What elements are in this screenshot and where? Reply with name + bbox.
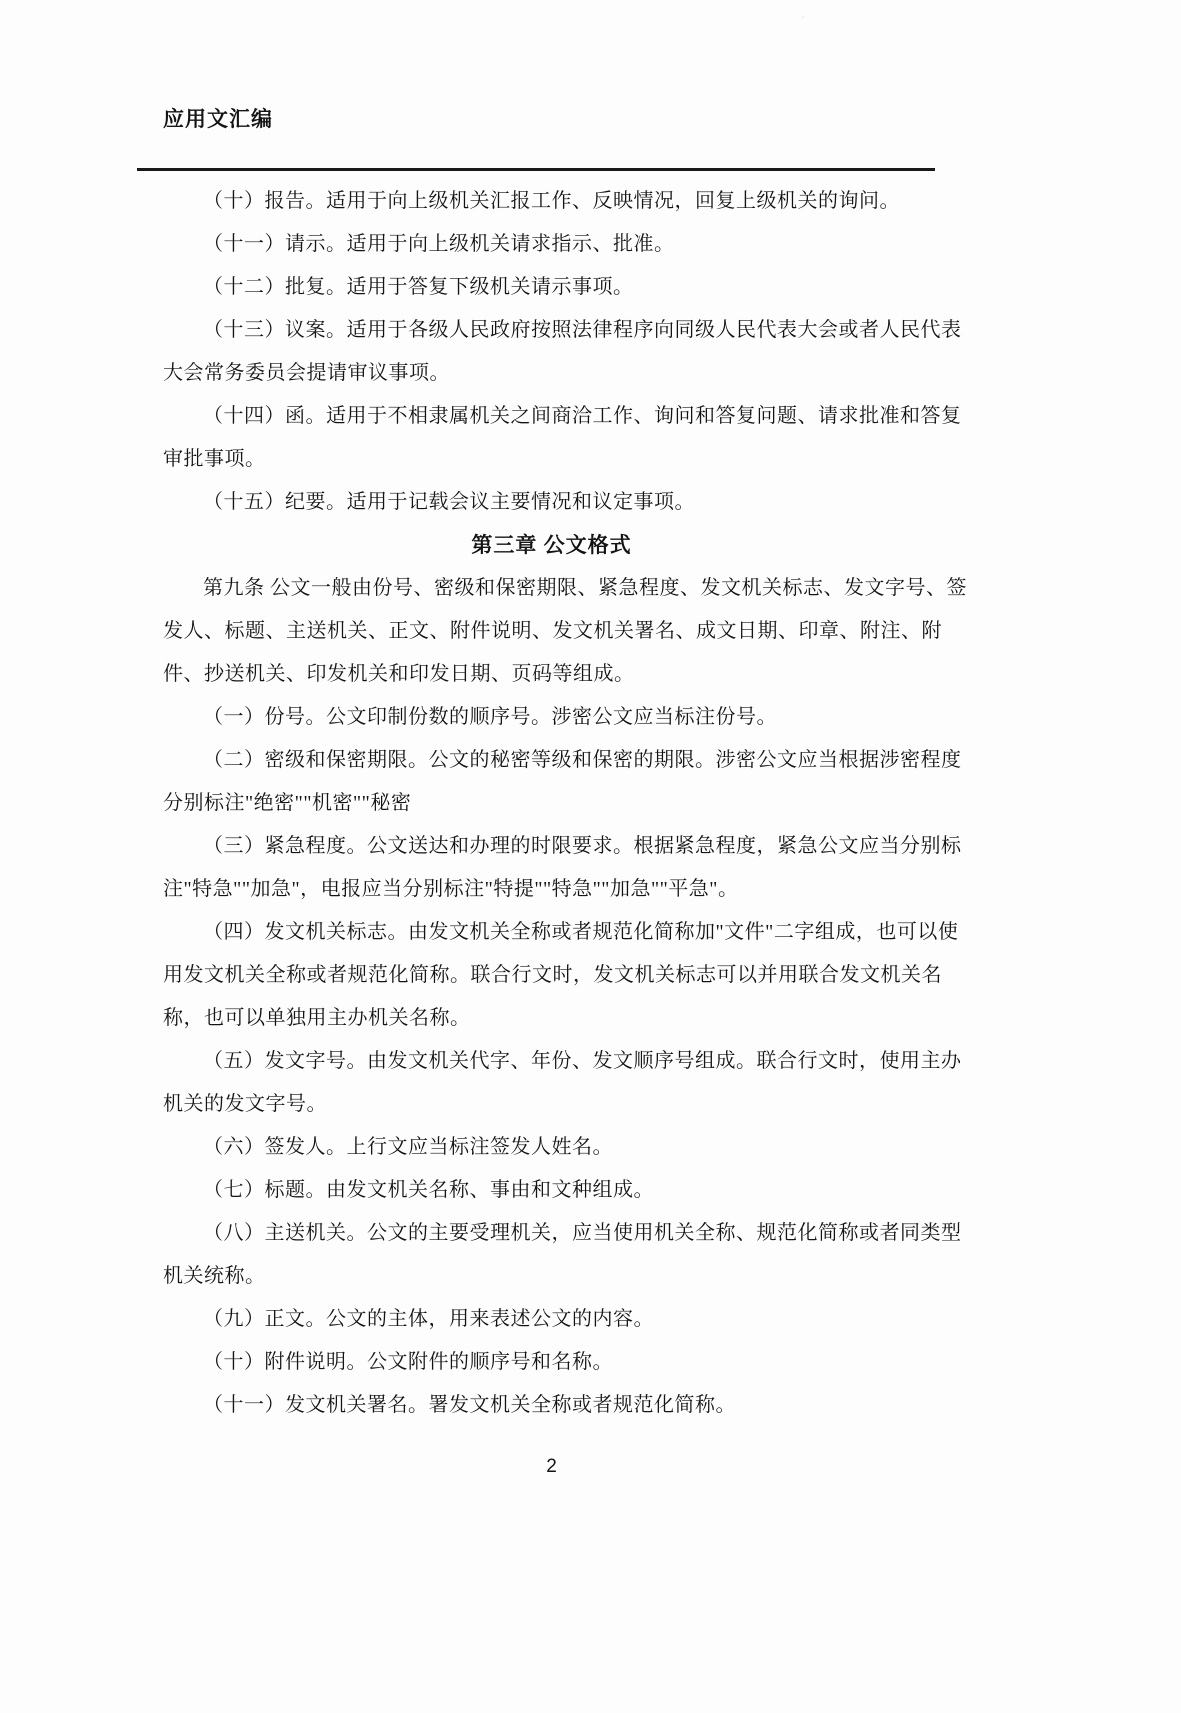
body-line: （十五）纪要。适用于记载会议主要情况和议定事项。 — [203, 491, 695, 513]
body-line: （七）标题。由发文机关名称、事由和文种组成。 — [203, 1179, 654, 1201]
page-number: 2 — [546, 1456, 557, 1477]
body-line: 第九条 公文一般由份号、密级和保密期限、紧急程度、发文机关标志、发文字号、签 — [203, 577, 967, 599]
body-line: （十三）议案。适用于各级人民政府按照法律程序向同级人民代表大会或者人民代表 — [203, 319, 962, 341]
body-line: 件、抄送机关、印发机关和印发日期、页码等组成。 — [163, 663, 635, 685]
body-line: （十）附件说明。公文附件的顺序号和名称。 — [203, 1351, 613, 1373]
body-line: 机关统称。 — [163, 1265, 266, 1287]
body-line: （十一）请示。适用于向上级机关请求指示、批准。 — [203, 233, 675, 255]
header-rule — [137, 168, 935, 171]
body-line: 大会常务委员会提请审议事项。 — [163, 362, 450, 384]
body-line: 注"特急""加急"，电报应当分别标注"特提""特急""加急""平急"。 — [163, 878, 739, 900]
body-line: 用发文机关全称或者规范化简称。联合行文时，发文机关标志可以并用联合发文机关名 — [163, 964, 942, 986]
body-line: （十二）批复。适用于答复下级机关请示事项。 — [203, 276, 634, 298]
body-line: （一）份号。公文印制份数的顺序号。涉密公文应当标注份号。 — [203, 706, 777, 728]
body-line: （十四）函。适用于不相隶属机关之间商洽工作、询问和答复问题、请求批准和答复 — [203, 405, 962, 427]
body-line: 分别标注"绝密""机密""秘密 — [163, 792, 412, 814]
body-line: （八）主送机关。公文的主要受理机关，应当使用机关全称、规范化简称或者同类型 — [203, 1222, 962, 1244]
chapter-heading: 第三章 公文格式 — [471, 533, 632, 557]
body-line: 发人、标题、主送机关、正文、附件说明、发文机关署名、成文日期、印章、附注、附 — [163, 620, 942, 642]
body-line: （九）正文。公文的主体，用来表述公文的内容。 — [203, 1308, 654, 1330]
body-line: （二）密级和保密期限。公文的秘密等级和保密的期限。涉密公文应当根据涉密程度 — [203, 749, 962, 771]
body-line: 称，也可以单独用主办机关名称。 — [163, 1007, 471, 1029]
body-line: （四）发文机关标志。由发文机关全称或者规范化简称加"文件"二字组成，也可以使 — [203, 921, 959, 943]
body-line: （十）报告。适用于向上级机关汇报工作、反映情况，回复上级机关的询问。 — [203, 190, 900, 212]
body-line: 机关的发文字号。 — [163, 1093, 327, 1115]
body-line: （三）紧急程度。公文送达和办理的时限要求。根据紧急程度，紧急公文应当分别标 — [203, 835, 962, 857]
body-line: （五）发文字号。由发文机关代字、年份、发文顺序号组成。联合行文时，使用主办 — [203, 1050, 962, 1072]
running-header: 应用文汇编 — [163, 107, 273, 131]
body-line: （十一）发文机关署名。署发文机关全称或者规范化简称。 — [203, 1394, 736, 1416]
document-body — [163, 180, 967, 1427]
body-line: （六）签发人。上行文应当标注签发人姓名。 — [203, 1136, 613, 1158]
body-line: 审批事项。 — [163, 448, 266, 470]
